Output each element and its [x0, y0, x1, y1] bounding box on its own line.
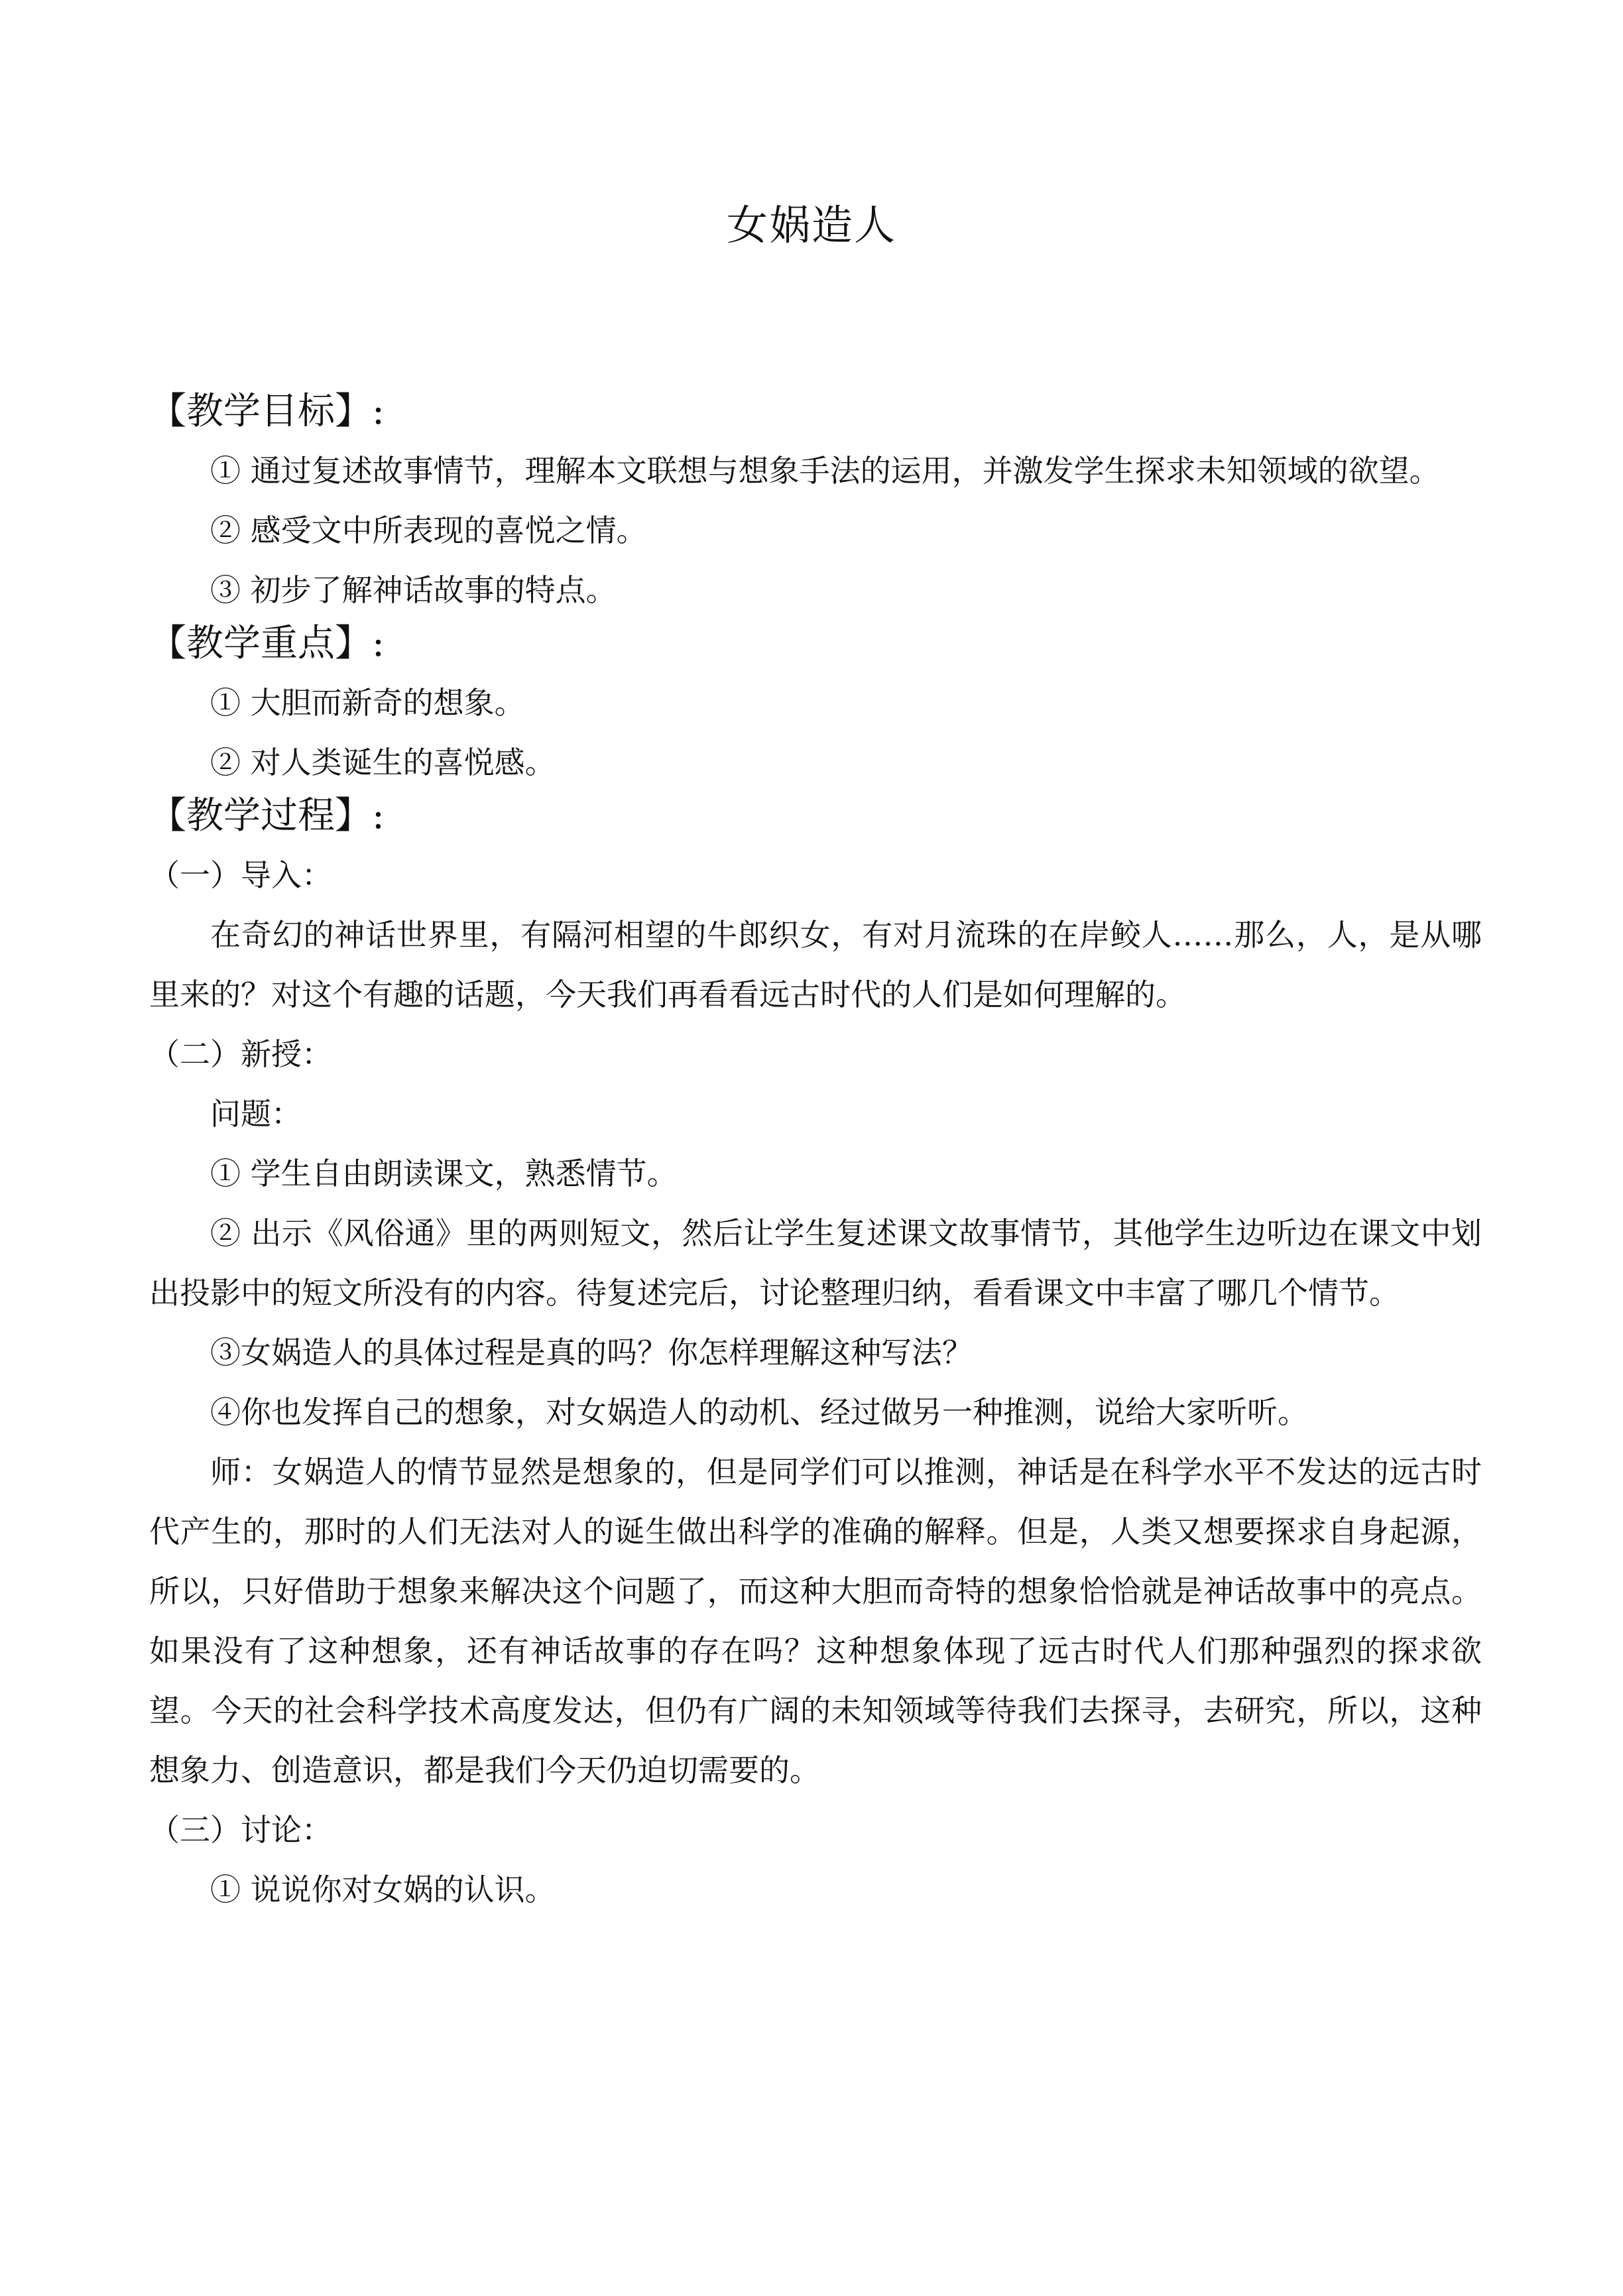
objective-item: ③ 初步了解神话故事的特点。 [210, 572, 617, 608]
objective-item: ② 感受文中所表现的喜悦之情。 [210, 513, 647, 548]
subsection-label-intro: （一）导入： [149, 857, 332, 893]
question-item: ③女娲造人的具体过程是真的吗？你怎样理解这种写法？ [210, 1335, 973, 1370]
keypoint-item: ② 对人类诞生的喜悦感。 [210, 745, 556, 780]
objective-item: ① 通过复述故事情节，理解本文联想与想象手法的运用，并激发学生探求未知领域的欲望。 [210, 453, 1440, 489]
question-item: ① 学生自由朗读课文，熟悉情节。 [210, 1156, 678, 1191]
keypoint-item: ① 大胆而新奇的想象。 [210, 685, 525, 721]
section-heading-objectives: 【教学目标】: [149, 390, 385, 433]
question-item: ④你也发挥自己的想象，对女娲造人的动机、经过做另一种推测，说给大家听听。 [210, 1394, 1308, 1430]
subsection-label-discuss: （三）讨论： [149, 1812, 332, 1848]
discuss-item: ① 说说你对女娲的认识。 [210, 1872, 556, 1907]
subsection-label-new: （二）新授： [149, 1036, 332, 1072]
document-title: 女娲造人 [726, 201, 896, 249]
question-label: 问题： [210, 1096, 302, 1132]
document-body [149, 388, 1482, 1919]
question-item: ② 出示《风俗通》里的两则短文，然后让学生复述课文故事情节，其他学生边听边在课文中划出投影中的短文所没有的内容。待复述完后，讨论整理归纳，看看课文中丰富了哪几个情节。 [149, 1215, 1482, 1311]
teacher-paragraph: 师：女娲造人的情节显然是想象的，但是同学们可以推测，神话是在科学水平不发达的远古时代产生的，那时的人们无法对人的诞生做出科学的准确的解释。但是，人类又想要探求自身起源，所以，只好借助于想象来解决这个问题了，而这种大胆而奇特的想象恰恰就是神话故事中的亮点。如果没有了这种想象，还有神话故事的存在吗？这种想象体现了远古时代人们那种强烈的探求欲望。今天的社会科学技术高度发达，但仍有广阔的未知领域等待我们去探寻，去研究，所以，这种想象力、创造意识，都是我们今天仍迫切需要的。 [149, 1454, 1482, 1788]
section-heading-keypoints: 【教学重点】: [149, 622, 385, 665]
section-heading-process: 【教学过程】: [149, 794, 385, 837]
intro-paragraph: 在奇幻的神话世界里，有隔河相望的牛郎织女，有对月流珠的在岸鲛人……那么，人，是从哪里来的？对这个有趣的话题，今天我们再看看远古时代的人们是如何理解的。 [149, 917, 1482, 1012]
